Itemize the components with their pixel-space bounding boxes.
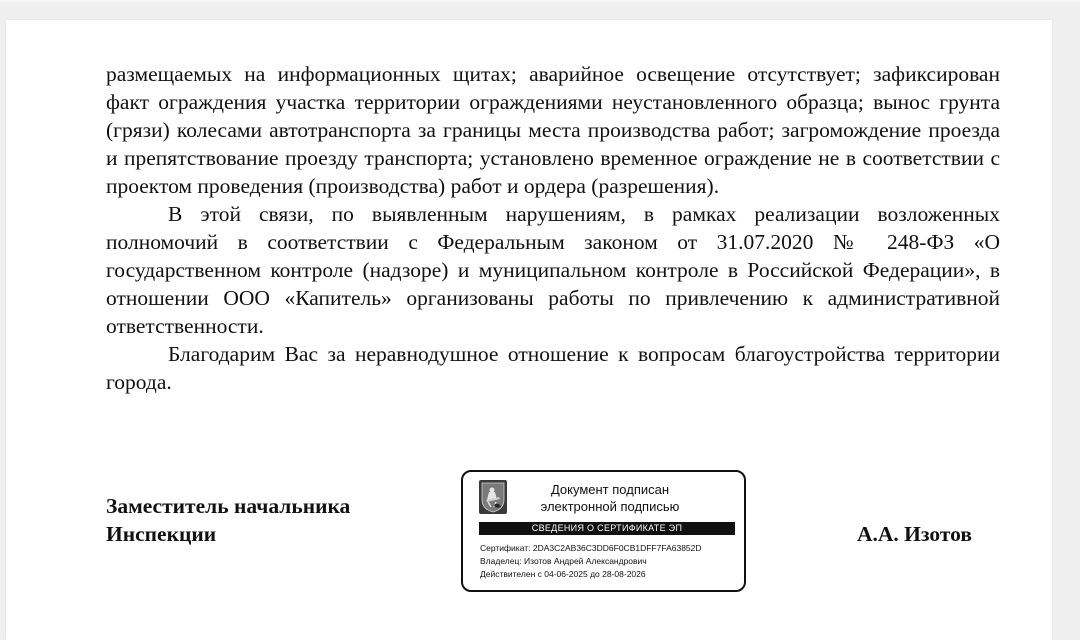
paragraph-thanks: Благодарим Вас за неравнодушное отношение к вопросам благоустройства территории города. — [106, 342, 1000, 394]
moscow-coat-of-arms-icon — [479, 480, 507, 514]
paragraph-measures: В этой связи, по выявленным нарушениям, в рамках реализации возложенных полномочий в соответствии с Федеральным законом от 31.07.2020 № 248-ФЗ «О государственном контроле (надзоре) и муниципальном контроле в Российской Федерации», в отношении ООО «Капитель» организованы работы по привлечению к административной ответственности. — [106, 202, 1000, 338]
electronic-signature-stamp — [461, 470, 746, 592]
signer-title-line2: Инспекции — [106, 522, 217, 546]
certificate-owner: Владелец: Изотов Андрей Александрович — [480, 556, 647, 566]
signer-name: А.А. Изотов — [857, 522, 972, 546]
stamp-heading — [515, 481, 705, 515]
signer-title — [106, 492, 350, 548]
certificate-info-bar: СВЕДЕНИЯ О СЕРТИФИКАТЕ ЭП — [479, 522, 735, 535]
certificate-details — [480, 542, 702, 581]
document-page — [6, 20, 1052, 640]
certificate-number: Сертификат: 2DA3C2AB36C3DD6F0CB1DFF7FA63852D — [480, 543, 702, 553]
signer-title-line1: Заместитель начальника — [106, 494, 351, 518]
letter-body — [106, 60, 1000, 396]
stamp-heading-line1: Документ подписан — [550, 482, 670, 497]
stamp-heading-line2: электронной подписью — [540, 499, 680, 514]
paragraph-violations: размещаемых на информационных щитах; аварийное освещение отсутствует; зафиксирован факт ограждения участка территории ограждениями неустановленного образца; вынос грунта (грязи) колесами автотранспорта за границы места производства работ; загромождение проезда и препятствование проезду транспорта; установлено временное ограждение не в соответствии с проектом проведения (производства) работ и ордера (разрешения). — [106, 62, 1000, 198]
certificate-validity: Действителен с 04-06-2025 до 28-08-2026 — [480, 569, 646, 579]
viewer-top-strip — [0, 0, 1080, 2]
